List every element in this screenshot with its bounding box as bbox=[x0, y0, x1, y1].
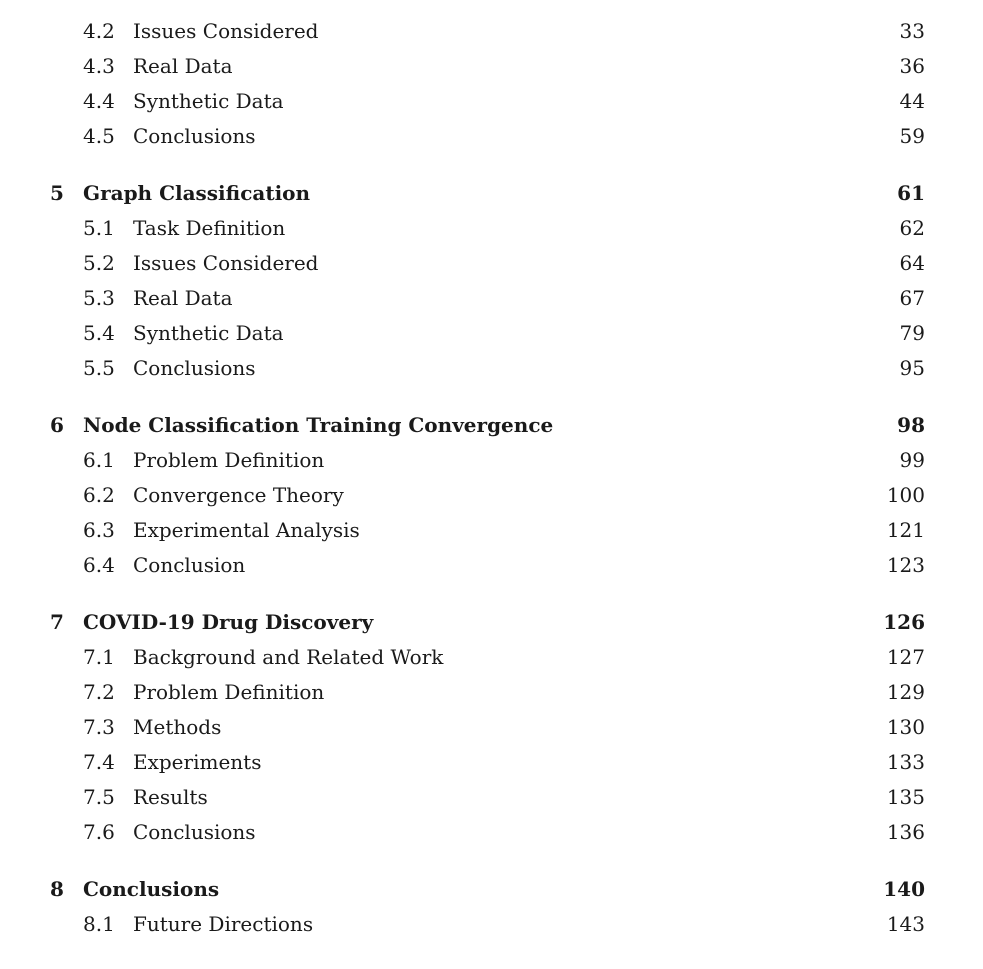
chapter-title: Conclusions bbox=[83, 877, 220, 901]
page-number: 95 bbox=[896, 356, 925, 380]
dot-leader bbox=[295, 213, 888, 243]
chapter-title: Graph Classification bbox=[83, 181, 311, 205]
section-title: Synthetic Data bbox=[133, 321, 284, 345]
dot-leader bbox=[266, 121, 888, 151]
page-number: 135 bbox=[883, 785, 925, 809]
dot-leader bbox=[294, 318, 888, 348]
toc-section-entry[interactable] bbox=[0, 817, 983, 847]
section-number: 5.3 bbox=[83, 286, 115, 310]
dot-leader bbox=[243, 283, 888, 313]
section-title: Conclusion bbox=[133, 553, 246, 577]
page-number: 126 bbox=[883, 610, 925, 634]
dot-leader bbox=[329, 248, 888, 278]
dot-leader bbox=[243, 51, 888, 81]
section-title: Issues Considered bbox=[133, 251, 319, 275]
section-number: 7.2 bbox=[83, 680, 115, 704]
page-number: 67 bbox=[896, 286, 925, 310]
chapter-number: 5 bbox=[50, 181, 64, 205]
section-title: Results bbox=[133, 785, 208, 809]
section-number: 5.1 bbox=[83, 216, 115, 240]
page-number: 62 bbox=[896, 216, 925, 240]
toc-section-entry[interactable] bbox=[0, 318, 983, 348]
page-number: 143 bbox=[883, 912, 925, 936]
section-number: 6.2 bbox=[83, 483, 115, 507]
toc-section-entry[interactable] bbox=[0, 248, 983, 278]
section-number: 6.4 bbox=[83, 553, 115, 577]
dot-leader bbox=[266, 817, 875, 847]
page-number: 133 bbox=[883, 750, 925, 774]
section-title: Real Data bbox=[133, 286, 233, 310]
dot-leader bbox=[218, 782, 875, 812]
dot-leader bbox=[370, 515, 875, 545]
section-title: Conclusions bbox=[133, 356, 256, 380]
section-number: 6.1 bbox=[83, 448, 115, 472]
section-number: 5.5 bbox=[83, 356, 115, 380]
section-title: Experimental Analysis bbox=[133, 518, 360, 542]
toc-section-entry[interactable] bbox=[0, 642, 983, 672]
toc-section-entry[interactable] bbox=[0, 283, 983, 313]
section-number: 7.3 bbox=[83, 715, 115, 739]
section-number: 5.2 bbox=[83, 251, 115, 275]
page-number: 64 bbox=[896, 251, 925, 275]
section-number: 6.3 bbox=[83, 518, 115, 542]
page-number: 121 bbox=[883, 518, 925, 542]
dot-leader bbox=[354, 480, 875, 510]
section-number: 7.1 bbox=[83, 645, 115, 669]
dot-leader bbox=[271, 747, 875, 777]
section-title: Real Data bbox=[133, 54, 233, 78]
page-number: 33 bbox=[896, 19, 925, 43]
page-number: 36 bbox=[896, 54, 925, 78]
dot-leader bbox=[329, 16, 888, 46]
page-number: 79 bbox=[896, 321, 925, 345]
section-number: 4.3 bbox=[83, 54, 115, 78]
toc-section-entry[interactable] bbox=[0, 712, 983, 742]
section-title: Convergence Theory bbox=[133, 483, 344, 507]
toc-section-entry[interactable] bbox=[0, 909, 983, 939]
section-number: 4.4 bbox=[83, 89, 115, 113]
chapter-title: COVID-19 Drug Discovery bbox=[83, 610, 374, 634]
toc-section-entry[interactable] bbox=[0, 353, 983, 383]
section-number: 4.5 bbox=[83, 124, 115, 148]
toc-section-entry[interactable] bbox=[0, 16, 983, 46]
section-title: Task Definition bbox=[133, 216, 286, 240]
toc-section-entry[interactable] bbox=[0, 550, 983, 580]
section-number: 7.4 bbox=[83, 750, 115, 774]
page-number: 136 bbox=[883, 820, 925, 844]
section-number: 4.2 bbox=[83, 19, 115, 43]
dot-leader bbox=[323, 909, 875, 939]
toc-section-entry[interactable] bbox=[0, 515, 983, 545]
section-title: Synthetic Data bbox=[133, 89, 284, 113]
section-number: 7.6 bbox=[83, 820, 115, 844]
dot-leader bbox=[266, 353, 888, 383]
section-title: Problem Definition bbox=[133, 448, 325, 472]
section-number: 5.4 bbox=[83, 321, 115, 345]
toc-chapter-entry[interactable] bbox=[0, 178, 983, 208]
page-number: 130 bbox=[883, 715, 925, 739]
dot-leader bbox=[294, 86, 888, 116]
toc-section-entry[interactable] bbox=[0, 480, 983, 510]
section-number: 8.1 bbox=[83, 912, 115, 936]
dot-leader bbox=[334, 677, 875, 707]
toc-section-entry[interactable] bbox=[0, 747, 983, 777]
toc-chapter-entry[interactable] bbox=[0, 874, 983, 904]
section-title: Methods bbox=[133, 715, 222, 739]
page-number: 140 bbox=[883, 877, 925, 901]
section-number: 7.5 bbox=[83, 785, 115, 809]
chapter-number: 6 bbox=[50, 413, 64, 437]
chapter-title: Node Classification Training Convergence bbox=[83, 413, 554, 437]
dot-leader bbox=[334, 445, 888, 475]
section-title: Experiments bbox=[133, 750, 262, 774]
toc-section-entry[interactable] bbox=[0, 677, 983, 707]
dot-leader bbox=[453, 642, 875, 672]
page-number: 98 bbox=[897, 413, 925, 437]
section-title: Problem Definition bbox=[133, 680, 325, 704]
toc-section-entry[interactable] bbox=[0, 213, 983, 243]
toc-section-entry[interactable] bbox=[0, 86, 983, 116]
dot-leader bbox=[255, 550, 875, 580]
section-title: Background and Related Work bbox=[133, 645, 444, 669]
toc-section-entry[interactable] bbox=[0, 121, 983, 151]
toc-chapter-entry[interactable] bbox=[0, 410, 983, 440]
page-number: 100 bbox=[883, 483, 925, 507]
section-title: Conclusions bbox=[133, 124, 256, 148]
toc-section-entry[interactable] bbox=[0, 51, 983, 81]
chapter-number: 8 bbox=[50, 877, 64, 901]
toc-section-entry[interactable] bbox=[0, 782, 983, 812]
page-number: 99 bbox=[896, 448, 925, 472]
section-title: Issues Considered bbox=[133, 19, 319, 43]
section-title: Conclusions bbox=[133, 820, 256, 844]
page-number: 127 bbox=[883, 645, 925, 669]
chapter-number: 7 bbox=[50, 610, 64, 634]
page-number: 123 bbox=[883, 553, 925, 577]
page-number: 61 bbox=[897, 181, 925, 205]
page-number: 59 bbox=[896, 124, 925, 148]
section-title: Future Directions bbox=[133, 912, 314, 936]
page-number: 44 bbox=[896, 89, 925, 113]
toc-section-entry[interactable] bbox=[0, 445, 983, 475]
dot-leader bbox=[231, 712, 875, 742]
page-number: 129 bbox=[883, 680, 925, 704]
toc-chapter-entry[interactable] bbox=[0, 607, 983, 637]
